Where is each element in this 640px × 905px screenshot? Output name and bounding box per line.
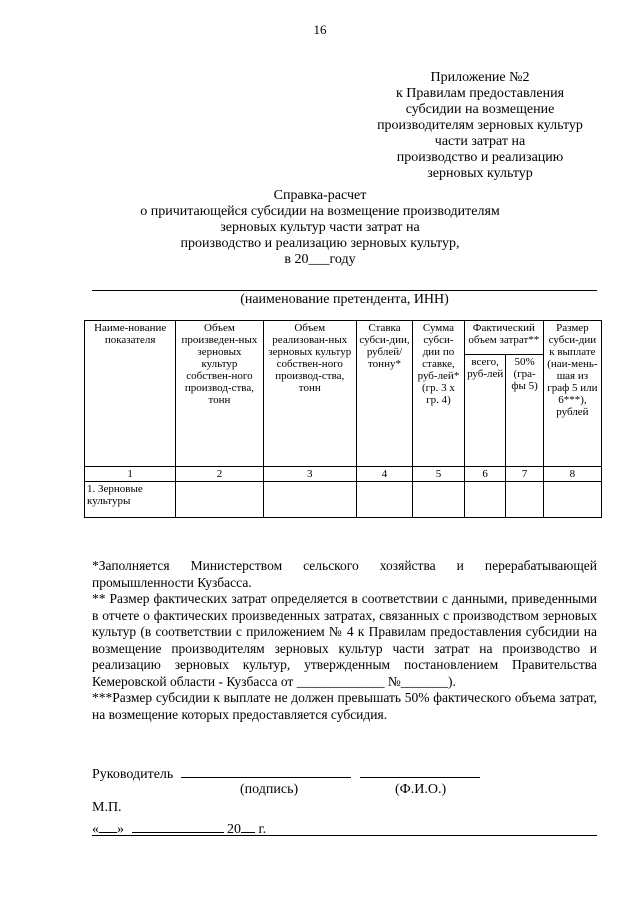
fio-line[interactable] — [360, 765, 480, 778]
page-number: 16 — [313, 22, 327, 37]
header-subsidy-rate: Ставка субси-дии, рублей/ тонну* — [356, 321, 412, 467]
column-number: 3 — [263, 467, 356, 482]
table-cell[interactable] — [543, 482, 601, 518]
calculation-table — [84, 320, 602, 518]
column-number: 2 — [176, 467, 263, 482]
date-year-prefix: 20 — [227, 822, 241, 837]
title-line: производство и реализацию зерновых культур, — [180, 236, 460, 251]
title-line: Справка-расчет — [273, 188, 367, 203]
title-line: о причитающейся субсидии на возмещение производителям — [140, 204, 500, 219]
column-number: 6 — [464, 467, 506, 482]
date-quote-close: » — [117, 822, 124, 837]
footnote-1: *Заполняется Министерством сельского хозяйства и перерабатывающей промышленности Кузбасса. — [92, 558, 597, 590]
appendix-line: производителям зерновых культур — [377, 118, 583, 133]
appendix-line: субсидии на возмещение — [405, 102, 555, 117]
column-number: 8 — [543, 467, 601, 482]
signature-row — [92, 765, 480, 783]
footnote-2: ** Размер фактических затрат определяется в соответствии с данными, приведенными в отчете о фактических произведенных затратах, связанных с производством зерновых культур (в соответствии с приложением № 4 к Правилам предоставления субсидии на возмещение производителям зерновых культур части затрат на производство и реализацию зерновых культур, утвержденным постановлением Правительства Кемеровской области - Кузбасса от _____________ №_______). — [92, 591, 597, 689]
signature-caption: (подпись) — [240, 782, 299, 797]
date-suffix: г. — [258, 822, 267, 837]
applicant-fill-line[interactable] — [92, 290, 597, 291]
signature-line[interactable] — [181, 765, 351, 778]
column-number: 1 — [85, 467, 176, 482]
table-cell[interactable] — [464, 482, 506, 518]
table-cell[interactable] — [506, 482, 543, 518]
bottom-rule — [92, 835, 597, 836]
header-costs-half: 50% (гра-фы 5) — [506, 355, 543, 467]
row-label: 1. Зерновые культуры — [85, 482, 176, 518]
appendix-line: Приложение №2 — [430, 70, 530, 85]
column-number: 4 — [356, 467, 412, 482]
header-costs-total: всего, руб-лей — [464, 355, 506, 467]
table-cell[interactable] — [413, 482, 465, 518]
fio-caption: (Ф.И.О.) — [395, 782, 447, 797]
title-line: в 20___году — [284, 252, 356, 267]
column-number: 5 — [413, 467, 465, 482]
date-month-line[interactable] — [132, 820, 224, 833]
table-cell[interactable] — [263, 482, 356, 518]
stamp-placeholder: М.П. — [92, 800, 122, 815]
footnote-3: ***Размер субсидии к выплате не должен превышать 50% фактического объема затрат, на возмещение которых предоставляется субсидия. — [92, 690, 597, 722]
header-actual-costs: Фактический объем затрат** — [464, 321, 543, 355]
date-year-line[interactable] — [241, 820, 255, 833]
column-number: 7 — [506, 467, 543, 482]
document-title — [80, 188, 560, 268]
table-row — [85, 482, 602, 518]
title-line: зерновых культур части затрат на — [220, 220, 420, 235]
header-subsidy-payout: Размер субси-дии к выплате (наи-мень-шая из граф 5 или 6***), рублей — [543, 321, 601, 467]
appendix-line: производство и реализацию — [396, 150, 564, 165]
header-indicator: Наиме-нование показателя — [85, 321, 176, 467]
date-day-line[interactable] — [99, 820, 117, 833]
table-cell[interactable] — [176, 482, 263, 518]
appendix-line: к Правилам предоставления — [395, 86, 565, 101]
header-produced-volume: Объем произведен-ных зерновых культур собствен-ного производ-ства, тонн — [176, 321, 263, 467]
footnotes — [92, 558, 597, 723]
table-cell[interactable] — [356, 482, 412, 518]
date-quote-open: « — [92, 822, 99, 837]
header-sold-volume: Объем реализован-ных зерновых культур собствен-ного производ-ства, тонн — [263, 321, 356, 467]
appendix-line: зерновых культур — [427, 166, 533, 181]
header-subsidy-amount: Сумма субси-дии по ставке, руб-лей* (гр. 3 х гр. 4) — [413, 321, 465, 467]
applicant-caption: (наименование претендента, ИНН) — [240, 292, 449, 307]
head-label: Руководитель — [92, 767, 174, 782]
appendix-header — [350, 70, 610, 182]
appendix-line: части затрат на — [434, 134, 526, 149]
